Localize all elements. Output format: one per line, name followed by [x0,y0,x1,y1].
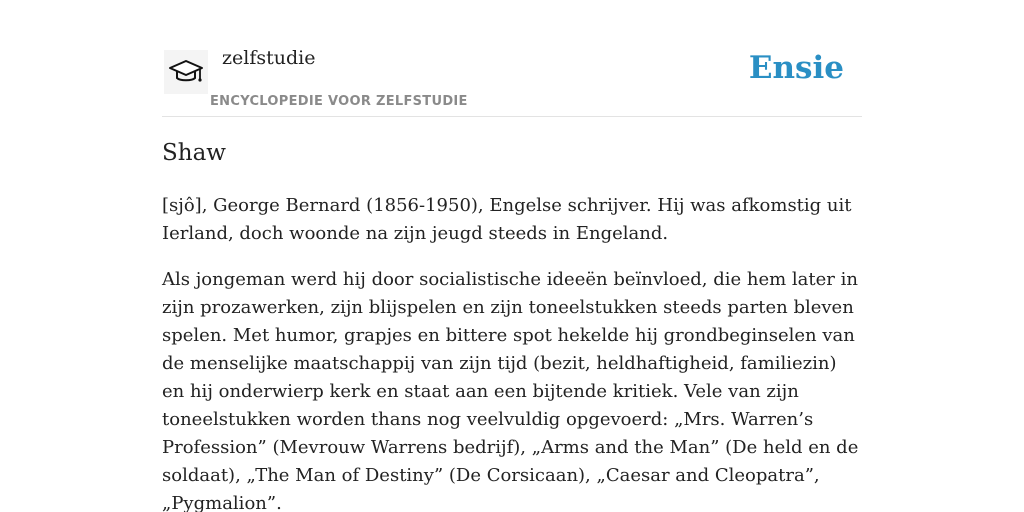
graduation-cap-icon [168,58,204,86]
article-paragraph: Als jongeman werd hij door socialistische ideeën beïnvloed, die hem later in zijn prozawerken, zijn blijspelen en zijn toneelstukken steeds parten bleven spelen. Met humor, grapjes en bittere spot hekelde hij grondbeginselen van de menselijke maatschappij van zijn tijd (bezit, heldhaftigheid, familiezin) en hij onderwierp kerk en staat aan een bijtende kritiek. Vele van zijn toneelstukken worden thans nog veelvuldig opgevoerd: „Mrs. Warren’s Profession” (Mevrouw Warrens bedrijf), „Arms and the Man” (De held en de soldaat), „The Man of Destiny” (De Corsicaan), „Caesar and Cleopatra”, „Pygmalion”. [162,269,859,512]
brand-logo[interactable]: Ensie [748,50,844,86]
article-title: Shaw [162,140,226,166]
site-header [162,40,862,117]
category-link[interactable]: zelfstudie [222,47,316,69]
article-paragraph: [sjô], George Bernard (1856-1950), Engelse schrijver. Hij was afkomstig uit Ierland, doch woonde na zijn jeugd steeds in Engeland. [162,195,852,244]
site-tagline: ENCYCLOPEDIE VOOR ZELFSTUDIE [210,94,468,109]
category-logo[interactable] [164,50,208,94]
article-body [162,192,862,512]
